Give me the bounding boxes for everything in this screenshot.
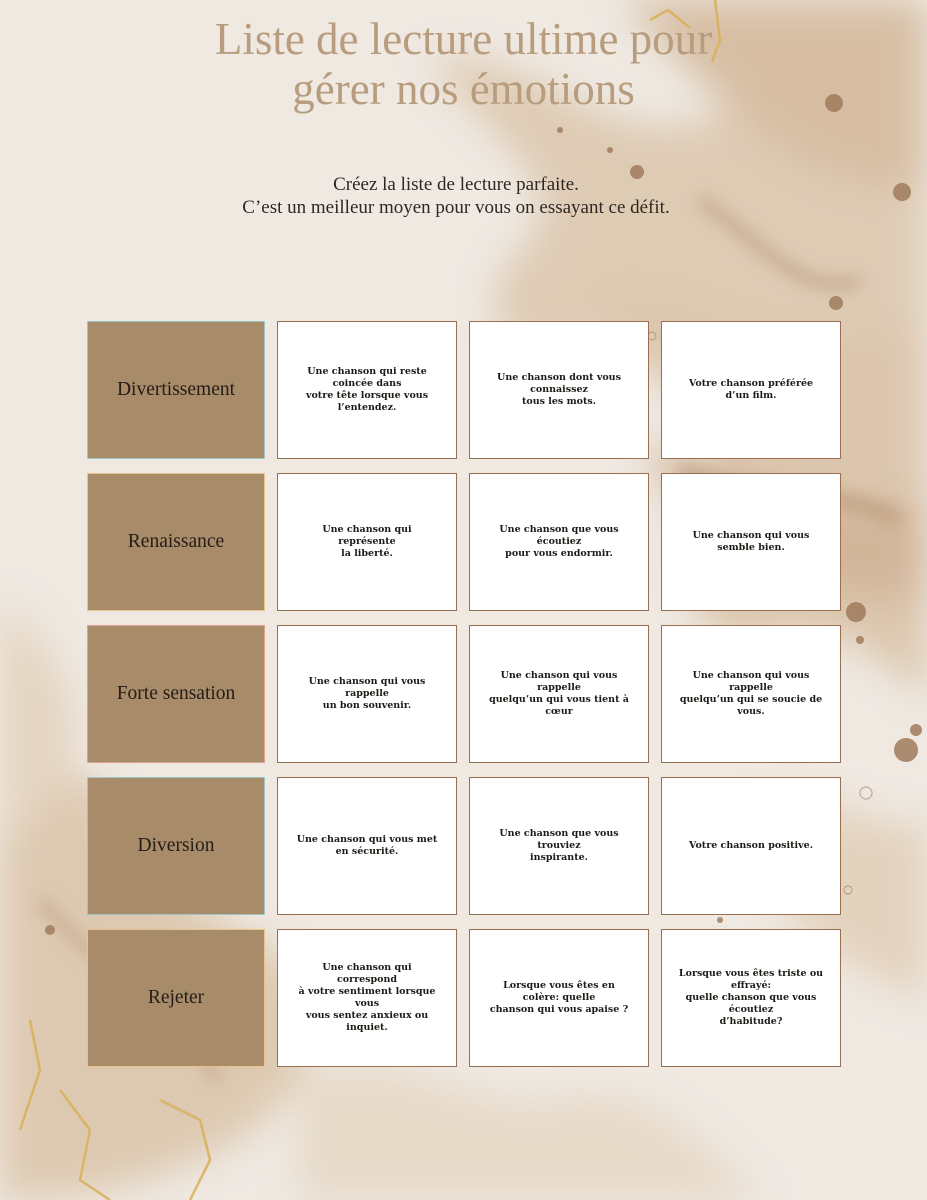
playlist-row xyxy=(87,929,841,1067)
prompt-card: Une chanson que vous trouviez inspirante. xyxy=(469,777,649,915)
playlist-grid xyxy=(87,321,841,1081)
prompt-card: Une chanson dont vous connaissez tous les mots. xyxy=(469,321,649,459)
prompt-card: Lorsque vous êtes triste ou effrayé: quelle chanson que vous écoutiez d’habitude? xyxy=(661,929,841,1067)
prompt-card: Votre chanson préférée d’un film. xyxy=(661,321,841,459)
category-card: Renaissance xyxy=(87,473,265,611)
playlist-row xyxy=(87,321,841,459)
title-line-2: gérer nos émotions xyxy=(292,64,635,114)
prompt-card: Votre chanson positive. xyxy=(661,777,841,915)
prompt-card: Une chanson qui vous semble bien. xyxy=(661,473,841,611)
category-card: Forte sensation xyxy=(87,625,265,763)
category-card: Rejeter xyxy=(87,929,265,1067)
prompt-card: Une chanson qui vous met en sécurité. xyxy=(277,777,457,915)
subtitle-line-2: C’est un meilleur moyen pour vous on essayant ce défit. xyxy=(242,197,670,218)
subtitle-line-1: Créez la liste de lecture parfaite. xyxy=(333,174,579,195)
prompt-card: Une chanson qui vous rappelle quelqu’un qui se soucie de vous. xyxy=(661,625,841,763)
page-subtitle xyxy=(0,173,912,219)
prompt-card: Une chanson qui vous rappelle un bon souvenir. xyxy=(277,625,457,763)
prompt-card: Une chanson qui reste coincée dans votre tête lorsque vous l’entendez. xyxy=(277,321,457,459)
playlist-row xyxy=(87,777,841,915)
page-title xyxy=(0,14,927,114)
playlist-row xyxy=(87,625,841,763)
prompt-card: Une chanson que vous écoutiez pour vous endormir. xyxy=(469,473,649,611)
category-card: Diversion xyxy=(87,777,265,915)
prompt-card: Une chanson qui représente la liberté. xyxy=(277,473,457,611)
prompt-card: Une chanson qui correspond à votre sentiment lorsque vous vous sentez anxieux ou inquiet. xyxy=(277,929,457,1067)
prompt-card: Lorsque vous êtes en colère: quelle chanson qui vous apaise ? xyxy=(469,929,649,1067)
title-line-1: Liste de lecture ultime pour xyxy=(214,14,713,64)
category-card: Divertissement xyxy=(87,321,265,459)
prompt-card: Une chanson qui vous rappelle quelqu’un qui vous tient à cœur xyxy=(469,625,649,763)
playlist-row xyxy=(87,473,841,611)
